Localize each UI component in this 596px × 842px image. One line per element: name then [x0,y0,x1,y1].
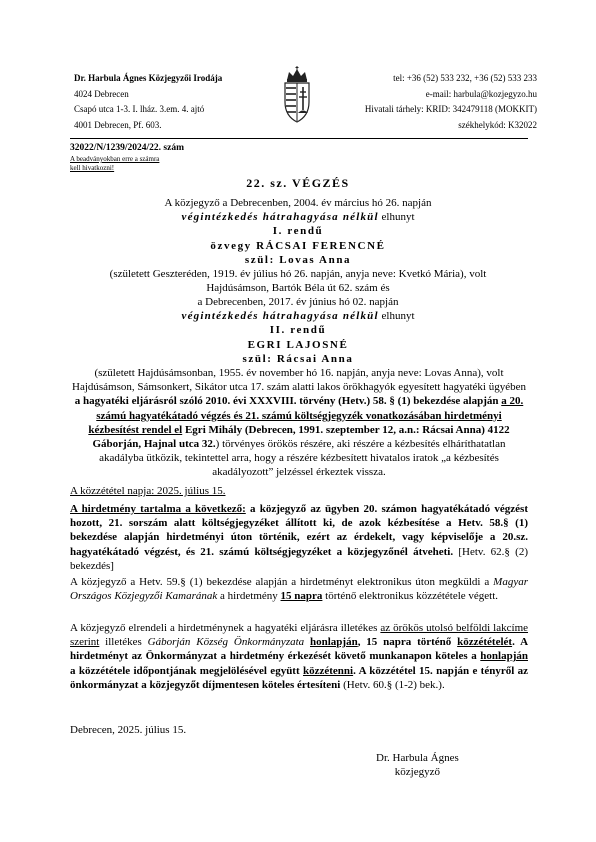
order-text-2: illetékes [99,636,148,649]
notice-content: a közjegyző az ügyben 20. számon hagyatékátadó végzést hozott, 21. sorszám alatt költségjegyzéket állított ki, de azok kézbesítése a Hetv. 58.§ (1) bekezdése alapján hirdetményi úton történik, ezért az érdekelt, vagy képviselője a 20.sz. hagyatékátadó végzést, és 21. számú költségjegyzéket a közjegyzőnél átveheti. [70,503,528,558]
notice-legal-ref: [Hetv. 62.§ (2) bekezdés] [70,545,528,572]
order-publication-1: közzétételét [457,636,513,649]
place-and-date: Debrecen, 2025. július 15. [70,724,187,736]
publication-date: A közzététel napja: 2025. július 15. [70,485,226,497]
office-contact-block [365,71,537,133]
deceased-1-status [70,210,526,224]
signature-block [376,751,459,779]
deceased-2-intro: a Debrecenben, 2017. év június hó 02. napján [197,296,399,308]
order-text-1: A közjegyző elrendeli a hirdetménynek a hagyatéki eljárásra illetékes [70,622,381,634]
notice-paragraph [70,502,528,573]
office-city: 4024 Debrecen [74,88,129,99]
office-phone: tel: +36 (52) 533 232, +36 (52) 533 233 [393,73,537,83]
publication-period: 15 napra [280,590,323,603]
office-address-block [74,71,222,133]
order-website-2: honlapján [480,650,528,663]
decision-paragraph [70,366,528,480]
deceased-2-status [70,309,526,323]
office-seat-code: székhelykód: K32022 [458,119,537,130]
hungarian-coat-of-arms-icon [279,66,315,124]
decision-heir: Egri Mihály (Debrecen, 1991. szeptember 12, a.n.: Rácsai Anna) 4122 Gáborján, Hajnal utca 32. [92,423,510,451]
decision-legal-basis: a hagyatéki eljárásról szóló 2010. évi XXXVIII. törvény (Hetv.) 58. § (1) bekezdése alapján [74,395,502,408]
deceased-1-rank: I. rendű [272,225,324,238]
electronic-text-1: A közjegyző a Hetv. 59.§ (1) bekezdése alapján a hirdetményt elektronikus úton megküldi a [70,576,494,588]
deceased-2-no-will: végintézkedés hátrahagyása nélkül [181,310,379,323]
deceased-1-details-2: Hajdúsámson, Bartók Béla út 62. szám és [206,282,390,295]
office-po-box: 4001 Debrecen, Pf. 603. [74,119,162,130]
chamber-name: Magyar Országos Közjegyzői Kamarának [70,576,528,603]
order-text-b1: , 15 napra történő [357,636,458,649]
deceased-1-intro: A közjegyző a Debrecenben, 2004. év március hó 26. napján [164,197,432,209]
deceased-2-block [70,295,526,366]
order-residence-basis: az örökös utolsó belföldi lakcíme szerint [70,622,529,649]
case-number: 32022/N/1239/2024/22. szám [70,143,184,153]
office-street: Csapó utca 1-3. I. lház. 3.em. 4. ajtó [74,104,205,115]
notice-heading: A hirdetmény tartalma a következő: [70,503,246,515]
order-text-b2: . A hirdetményt az Önkormányzat a hirdetmény érkezését követő munkanapon köteles a [70,636,529,663]
municipality-name: Gáborján Község Önkormányzata [147,636,305,649]
decision-text-2: ) törvényes örökös részére, aki részére a kézbesítés elháríthatatlan akadályba ütközik, tekintettel arra, hogy a részére kézbesített hivatalos iratok „a kézbesítés akadályozott” jelzéssel érkeztek vissza. [99,438,506,479]
deceased-2-birth-name: szül: Rácsai Anna [242,352,354,365]
decision-order: a 20. számú hagyatékátadó végzés és 21. számú költségjegyzék vonatkozásában hirdetményi kézbesítést rendel el [88,395,524,436]
deceased-2-name: EGRI LAJOSNÉ [247,338,349,351]
electronic-text-2: a hirdetmény [217,590,281,603]
deceased-1-block [70,196,526,295]
reference-note [70,155,159,172]
document-title: 22. sz. VÉGZÉS [246,176,350,190]
office-email: e-mail: harbula@kozjegyzo.hu [425,88,537,99]
deceased-1-birth-name: szül: Lovas Anna [244,253,352,266]
office-name: Dr. Harbula Ágnes Közjegyzői Irodája [74,73,223,83]
order-text-b4: . A közzététel 15. napján e tényről az önkormányzat a közjegyzőt díjmentesen köteles értesíteni [70,664,528,691]
order-publication-2: közzétenni [302,664,354,677]
deceased-2-rank: II. rendű [269,324,327,337]
order-website-1: honlapján [310,636,358,649]
deceased-1-died: elhunyt [381,211,415,224]
reference-note-line-2: kell hivatkozni! [70,163,115,172]
deceased-1-no-will: végintézkedés hátrahagyása nélkül [181,211,379,224]
deceased-1-details-1: (született Geszteréden, 1919. év július hó 26. napján, anyja neve: Kvetkó Mária), volt [109,268,487,281]
order-text-b3: a közzététele időpontjának megjelölésével együtt [70,664,303,677]
deceased-2-died: elhunyt [381,310,415,323]
reference-note-line-1: A beadványokban erre a számra [70,155,160,163]
order-legal-ref: (Hetv. 60.§ (1-2) bek.). [340,678,445,691]
signatory-role: közjegyző [394,766,440,779]
signatory-name: Dr. Harbula Ágnes [376,752,459,764]
electronic-text-3: történő elektronikus közzététele végett. [322,590,499,603]
decision-text-1: (született Hajdúsámsonban, 1955. év november hó 16. napján, anyja neve: Lovas Anna), volt Hajdúsámson, Sámsonkert, Sikátor utca 17. szám alatti lakos örökhagyók egyesített hagyatéki ügyében [72,367,526,394]
electronic-publication-paragraph [70,575,528,603]
header-divider [70,138,528,139]
deceased-1-name: özvegy RÁCSAI FERENCNÉ [210,239,386,252]
municipality-order-paragraph [70,621,528,692]
office-krid: Hivatali tárhely: KRID: 342479118 (MOKKIT) [364,104,537,115]
